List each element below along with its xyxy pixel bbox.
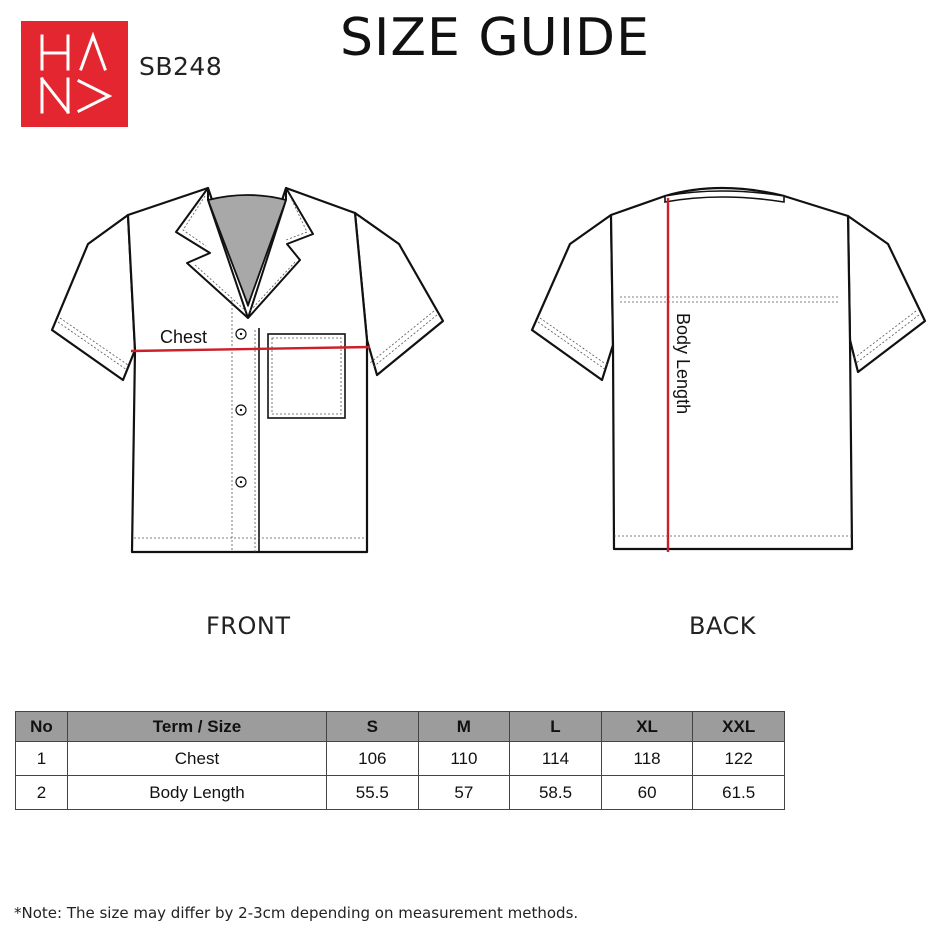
table-cell: 122 xyxy=(693,742,785,776)
table-cell: 2 xyxy=(16,776,68,810)
table-cell: 118 xyxy=(601,742,693,776)
table-cell: 60 xyxy=(601,776,693,810)
header-size-s: S xyxy=(327,712,419,742)
table-cell: 110 xyxy=(418,742,510,776)
table-header-row xyxy=(16,712,785,742)
table-row xyxy=(16,742,785,776)
header-no: No xyxy=(16,712,68,742)
table-row xyxy=(16,776,785,810)
table-cell: 57 xyxy=(418,776,510,810)
table-cell: 61.5 xyxy=(693,776,785,810)
header-term: Term / Size xyxy=(68,712,327,742)
chest-label: Chest xyxy=(160,327,208,347)
table-cell: 58.5 xyxy=(510,776,602,810)
header-size-xl: XL xyxy=(601,712,693,742)
page-title: SIZE GUIDE xyxy=(340,8,650,68)
table-cell: 55.5 xyxy=(327,776,419,810)
front-view-label: FRONT xyxy=(206,612,291,640)
back-view-label: BACK xyxy=(689,612,756,640)
measurement-note: *Note: The size may differ by 2-3cm depending on measurement methods. xyxy=(14,904,579,922)
shirt-front-drawing xyxy=(40,170,460,570)
shirt-back-drawing xyxy=(520,170,930,570)
table-cell: 1 xyxy=(16,742,68,776)
table-cell: 114 xyxy=(510,742,602,776)
table-cell: Chest xyxy=(68,742,327,776)
table-cell: Body Length xyxy=(68,776,327,810)
product-code: SB248 xyxy=(139,52,223,81)
header-size-l: L xyxy=(510,712,602,742)
header-size-m: M xyxy=(418,712,510,742)
size-table xyxy=(15,711,785,810)
table-cell: 106 xyxy=(327,742,419,776)
header-size-xxl: XXL xyxy=(693,712,785,742)
body-length-label: Body Length xyxy=(673,313,693,415)
